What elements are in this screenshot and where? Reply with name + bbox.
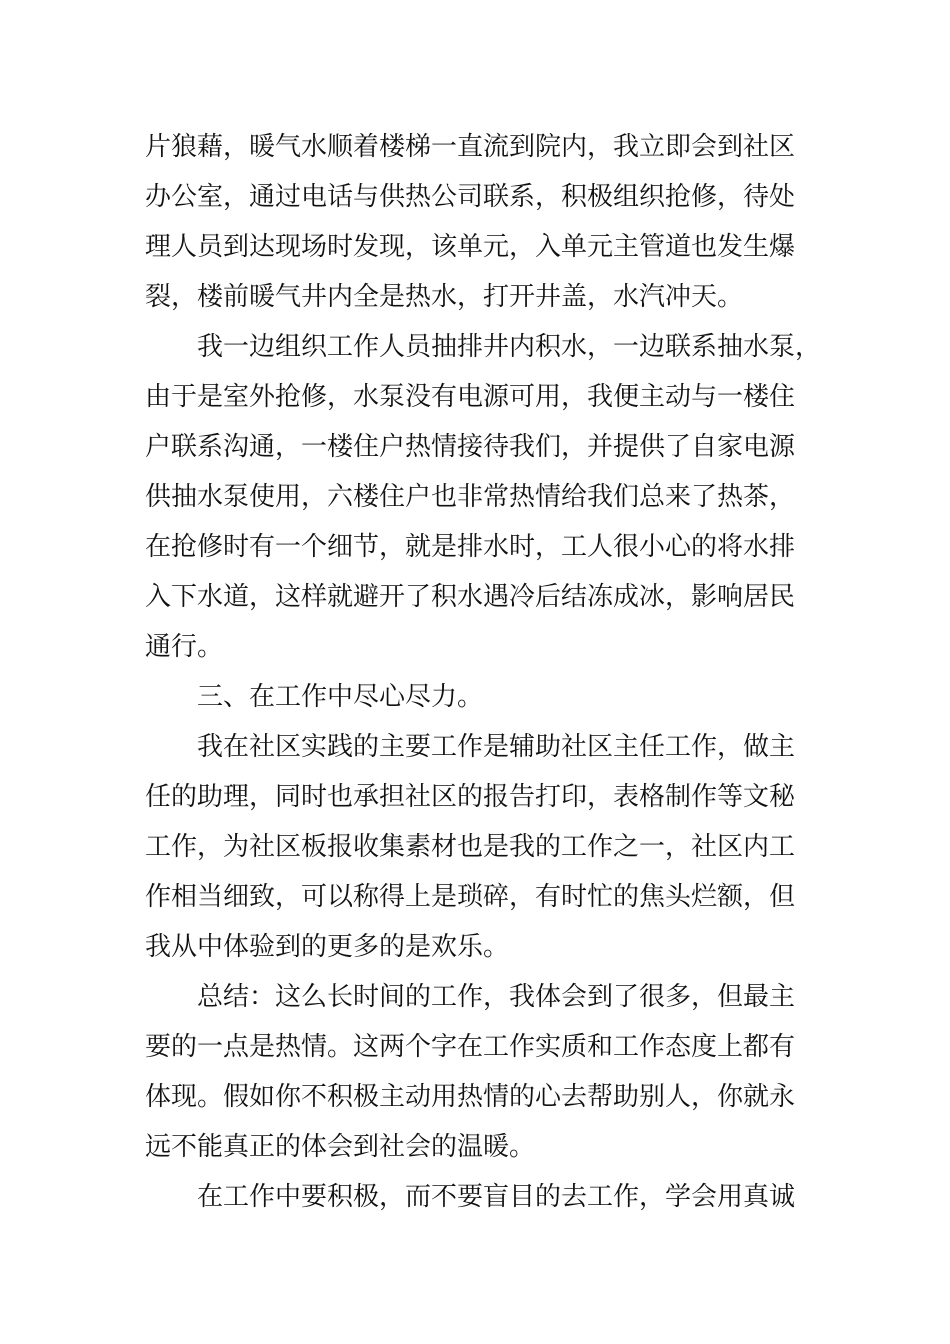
text-line: 在抢修时有一个细节，就是排水时，工人很小心的将水排 (145, 532, 796, 562)
paragraph-summary (145, 972, 815, 1172)
paragraph-closing (145, 1172, 815, 1222)
paragraph-continuation (145, 122, 815, 322)
paragraph-repair-details (145, 322, 822, 672)
text-line: 我在社区实践的主要工作是辅助社区主任工作，做主 (197, 732, 796, 762)
text-line: 工作，为社区板报收集素材也是我的工作之一，社区内工 (145, 832, 796, 862)
heading-line: 三、在工作中尽心尽力。 (197, 682, 484, 712)
text-line: 远不能真正的体会到社会的温暖。 (145, 1132, 536, 1162)
text-line: 办公室，通过电话与供热公司联系，积极组织抢修，待处 (145, 182, 796, 212)
text-line: 要的一点是热情。这两个字在工作实质和工作态度上都有 (145, 1032, 796, 1062)
text-line: 理人员到达现场时发现，该单元，入单元主管道也发生爆 (145, 232, 796, 262)
text-line: 作相当细致，可以称得上是琐碎，有时忙的焦头烂额，但 (145, 882, 796, 912)
paragraph-work-duties (145, 722, 815, 972)
text-line: 总结：这么长时间的工作，我体会到了很多，但最主 (197, 982, 796, 1012)
text-line: 供抽水泵使用，六楼住户也非常热情给我们总来了热茶， (145, 482, 796, 512)
text-line: 通行。 (145, 632, 224, 662)
text-line: 我从中体验到的更多的是欢乐。 (145, 932, 510, 962)
text-line: 裂，楼前暖气井内全是热水，打开井盖，水汽冲天。 (145, 282, 744, 312)
text-line: 入下水道，这样就避开了积水遇冷后结冻成冰，影响居民 (145, 582, 796, 612)
text-line: 由于是室外抢修，水泵没有电源可用，我便主动与一楼住 (145, 382, 796, 412)
document-body (145, 122, 822, 1222)
text-line: 在工作中要积极，而不要盲目的去工作，学会用真诚 (197, 1182, 796, 1212)
text-line: 户联系沟通，一楼住户热情接待我们，并提供了自家电源 (145, 432, 796, 462)
text-line: 片狼藉，暖气水顺着楼梯一直流到院内，我立即会到社区 (145, 132, 796, 162)
text-line: 任的助理，同时也承担社区的报告打印，表格制作等文秘 (145, 782, 796, 812)
section-heading (145, 672, 815, 722)
text-line: 我一边组织工作人员抽排井内积水，一边联系抽水泵， (197, 332, 822, 362)
text-line: 体现。假如你不积极主动用热情的心去帮助别人，你就永 (145, 1082, 796, 1112)
